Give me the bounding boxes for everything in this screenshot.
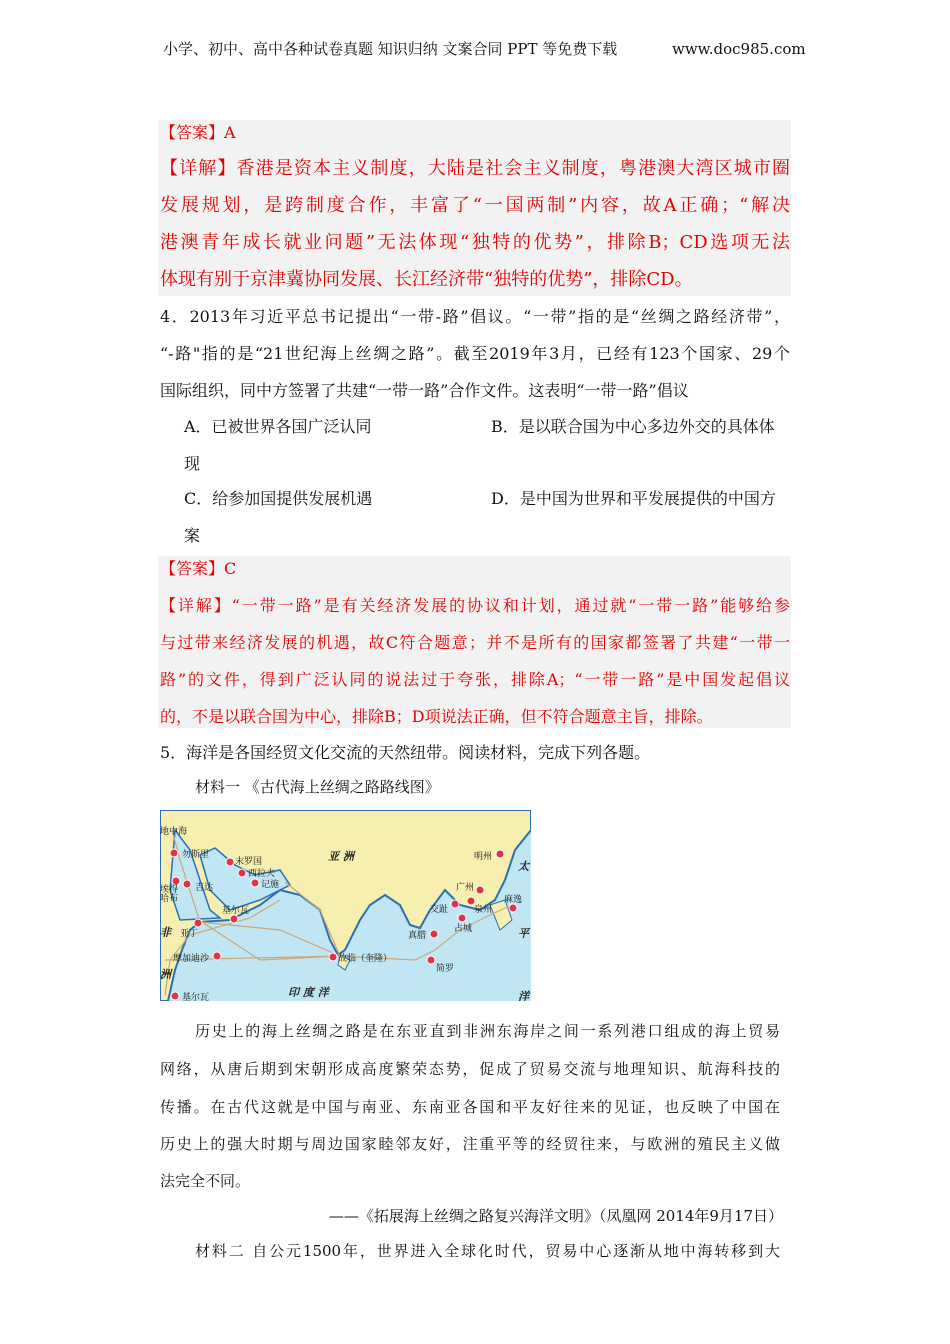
- region-label-pacific-3: 洋: [518, 990, 529, 1003]
- answer-label: 【答案】A: [160, 123, 236, 142]
- port-label: 广州: [456, 883, 475, 893]
- port-label: 基尔瓦: [222, 906, 250, 916]
- port-label: 故临（奎隆）: [338, 954, 393, 964]
- option-c[interactable]: C．给参加国提供发展机遇: [184, 489, 373, 508]
- port-label: 记施: [261, 880, 280, 890]
- port-label: 吉达: [195, 883, 214, 893]
- port-label: 地中海: [160, 827, 188, 837]
- explanation-line: 【详解】“一带一路”是有关经济发展的协议和计划，通过就“一带一路”能够给参: [160, 596, 790, 615]
- port-label: 泉州: [474, 905, 493, 915]
- port-label: 交趾: [430, 905, 449, 915]
- material-paragraph-line: 历史上的海上丝绸之路是在东亚直到非洲东海岸之间一系列港口组成的海上贸易: [195, 1022, 780, 1040]
- citation: ——《拓展海上丝绸之路复兴海洋文明》（凤凰网 2014年9月17日）: [328, 1207, 783, 1225]
- material-paragraph-line: 网络，从唐后期到宋朝形成高度繁荣态势，促成了贸易交流与地理知识、航海科技的: [160, 1060, 780, 1078]
- silk-road-map: [160, 810, 531, 1001]
- port-label: 基尔瓦: [182, 993, 210, 1003]
- option-d-cont: 案: [184, 526, 201, 545]
- option-d[interactable]: D．是中国为世界和平发展提供的中国方: [491, 489, 776, 508]
- option-a[interactable]: A．已被世界各国广泛认同: [184, 417, 372, 436]
- question-4-line: “-路"指的是“21世纪海上丝绸之路”。截至2019年3月，已经有123个国家、29个: [160, 344, 790, 363]
- port-label: 勿斯里: [182, 850, 210, 860]
- region-label-asia: 亚 洲: [328, 850, 354, 863]
- region-label-africa-2: 洲: [160, 968, 171, 981]
- explanation-line: 体现有别于京津冀协同发展、长江经济带“独特的优势”，排除CD。: [160, 269, 693, 290]
- explanation-line: 与过带来经济发展的机遇，故C符合题意；并不是所有的国家都签署了共建“一带一: [160, 633, 790, 652]
- port-label: 末罗国: [235, 857, 263, 867]
- explanation-line: 【详解】香港是资本主义制度，大陆是社会主义制度，粤港澳大湾区城市圈: [160, 158, 790, 179]
- material-paragraph-line: 法完全不同。: [160, 1172, 251, 1190]
- question-4-line: 4．2013年习近平总书记提出“一带-路”倡议。“一带”指的是“丝绸之路经济带”，: [160, 307, 790, 326]
- material-1-title: 材料一 《古代海上丝绸之路路线图》: [195, 778, 440, 796]
- region-label-pacific-1: 太: [518, 860, 529, 873]
- explanation-line: 的，不是以联合国为中心，排除B；D项说法正确，但不符合题意主旨，排除。: [160, 707, 713, 726]
- port-label: 埃得哈布: [160, 885, 179, 904]
- region-label-pacific-2: 平: [518, 927, 529, 940]
- material-paragraph-line: 传播。在古代这就是中国与南亚、东南亚各国和平友好往来的见证，也反映了中国在: [160, 1098, 780, 1116]
- port-label: 麻逸: [504, 895, 523, 905]
- answer-label: 【答案】C: [160, 559, 237, 578]
- explanation-line: 港澳青年成长就业问题”无法体现“独特的优势”，排除B；CD选项无法: [160, 232, 790, 253]
- port-label: 亚丁: [180, 929, 199, 939]
- site-link[interactable]: www.doc985.com: [672, 40, 806, 58]
- question-4-line: 国际组织，同中方签署了共建“一带一路”合作文件。这表明“一带一路”倡议: [160, 381, 689, 400]
- port-label: 西拉夫: [248, 869, 276, 879]
- option-b-cont: 现: [184, 454, 201, 473]
- page-header: 小学、初中、高中各种试卷真题 知识归纳 文案合同 PPT 等免费下载: [163, 40, 618, 58]
- port-label: 摩加迪沙: [173, 954, 210, 964]
- question-5-stem: 5．海洋是各国经贸文化交流的天然纽带。阅读材料，完成下列各题。: [160, 743, 651, 762]
- region-label-indian-ocean: 印 度 洋: [288, 986, 329, 999]
- explanation-line: 路”的文件，得到广泛认同的说法过于夸张，排除A；“一带一路”是中国发起倡议: [160, 670, 790, 689]
- port-label: 真腊: [408, 931, 427, 941]
- port-label: 明州: [474, 852, 493, 862]
- material-paragraph-line: 历史上的强大时期与周边国家睦邻友好，注重平等的经贸往来，与欧洲的殖民主义做: [160, 1135, 780, 1153]
- explanation-line: 发展规划，是跨制度合作，丰富了“一国两制”内容，故A正确；“解决: [160, 195, 790, 216]
- material-2-line: 材料二 自公元1500年，世界进入全球化时代，贸易中心逐渐从地中海转移到大: [195, 1242, 780, 1260]
- port-label: 简罗: [436, 964, 455, 974]
- option-b[interactable]: B．是以联合国为中心多边外交的具体体: [491, 417, 775, 436]
- port-label: 占城: [454, 924, 473, 934]
- region-label-africa: 非: [160, 926, 171, 939]
